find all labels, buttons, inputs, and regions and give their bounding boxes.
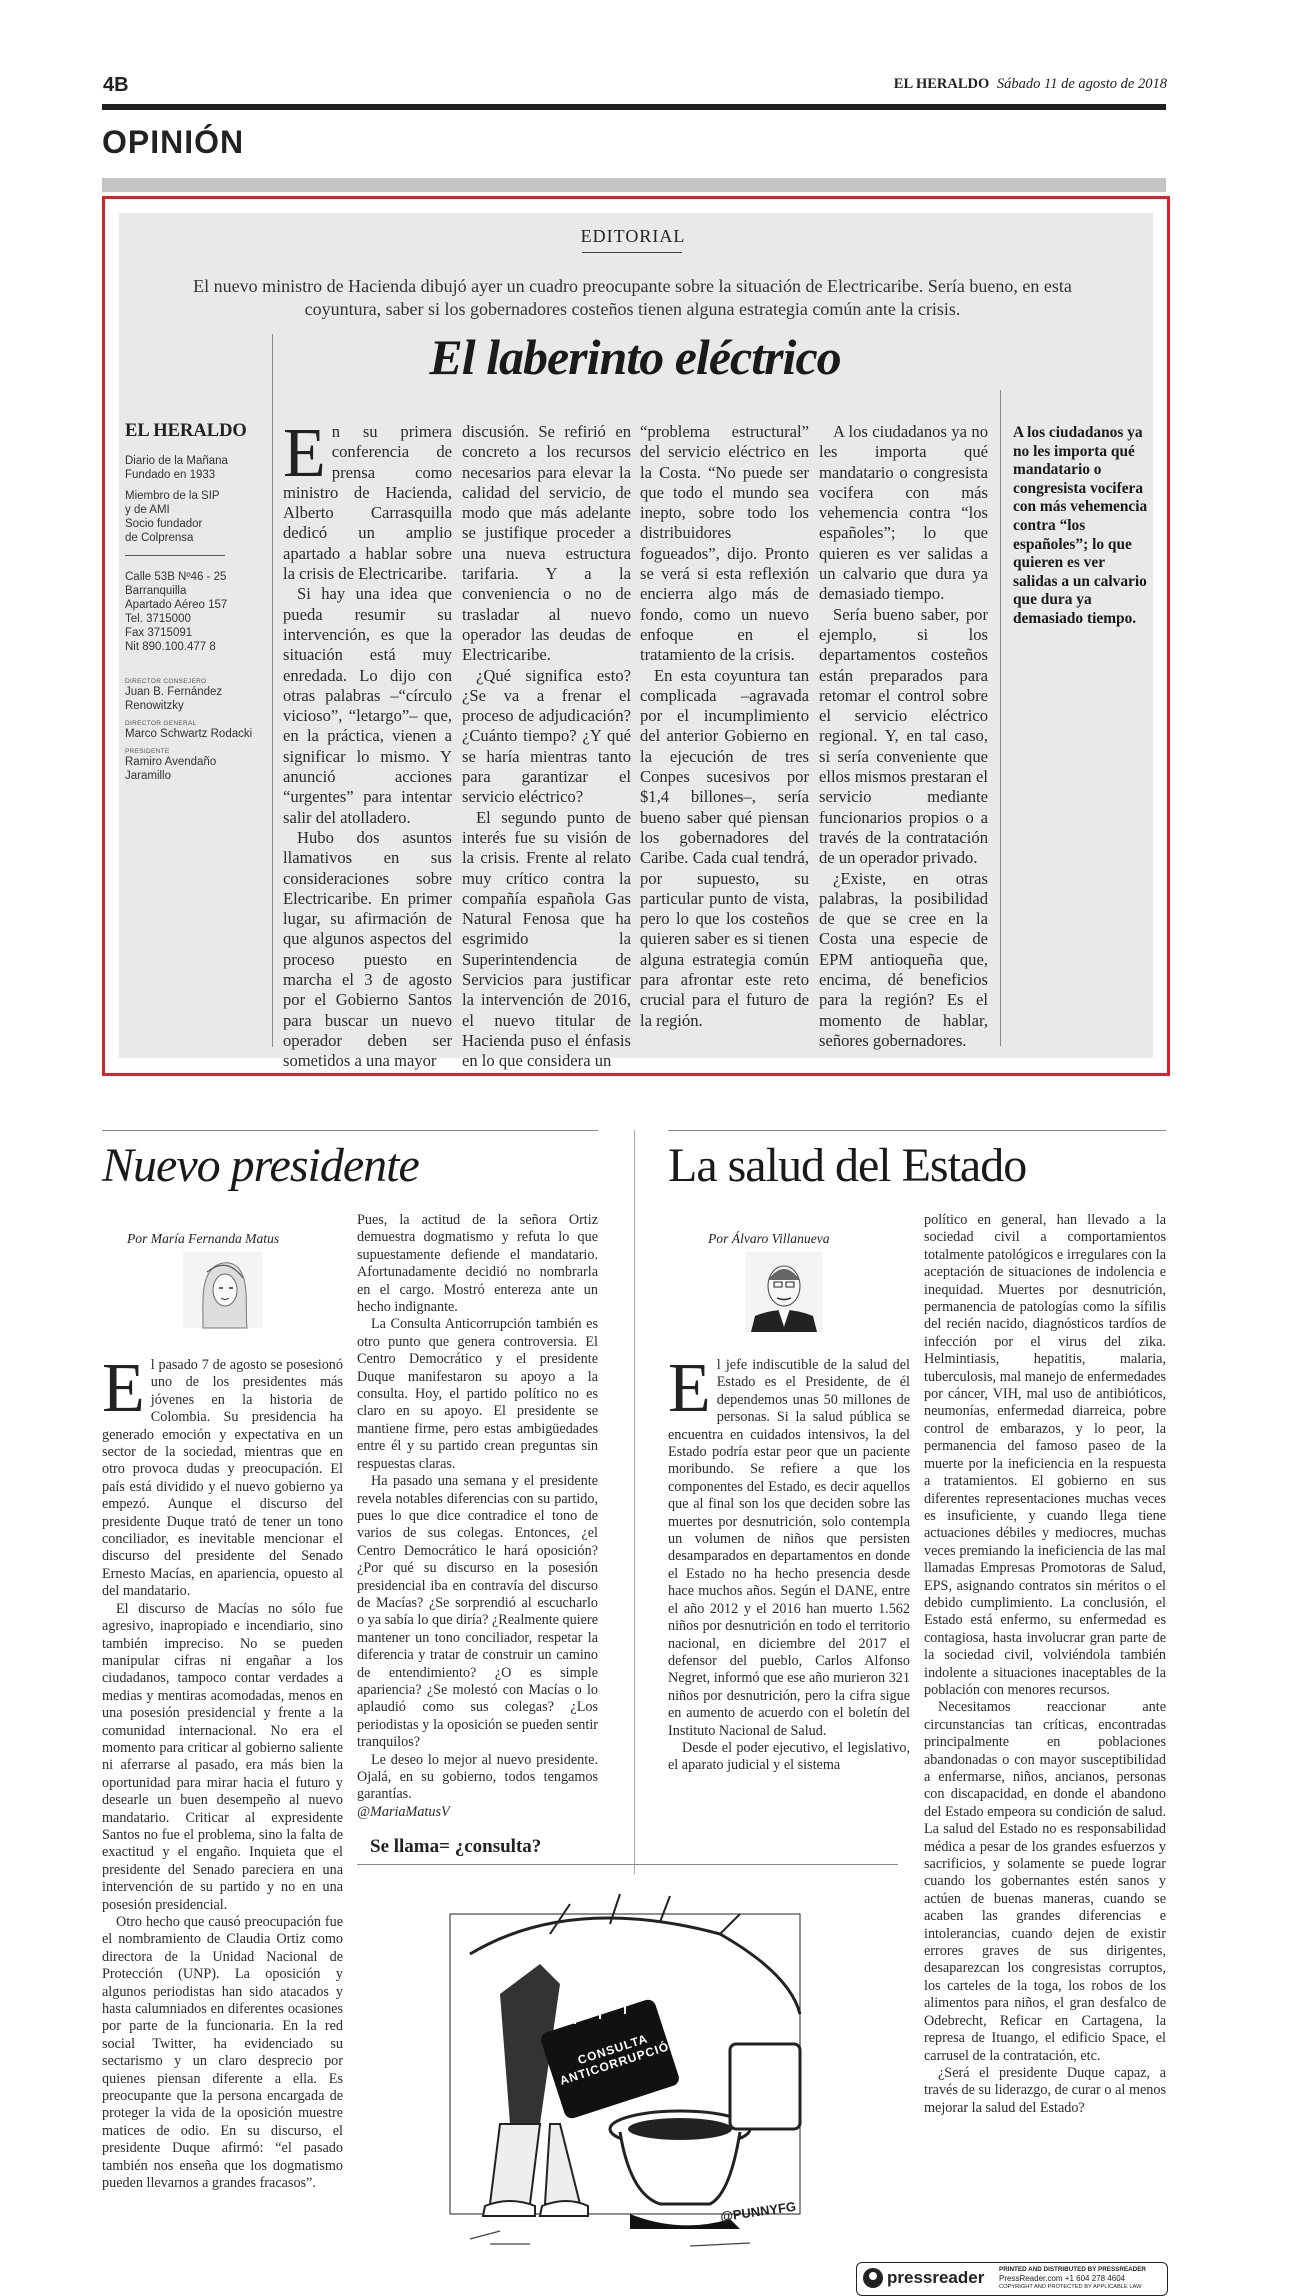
masthead-role: DIRECTOR CONSEJERO bbox=[125, 678, 207, 685]
cartoon-label: CONSULTA ANTICORRUPCIÓN bbox=[557, 2031, 681, 2088]
editorial-column-1 bbox=[283, 415, 452, 1071]
author-portrait-icon bbox=[745, 1252, 823, 1332]
editorial-column-2 bbox=[462, 422, 631, 1071]
editorial-paragraph: discusión. Se refirió en concreto a los recursos necesarios para elevar la calidad del servicio, de modo que más adelante se justifique proceder a una nueva estructura tarifaria. Y a la conveniencia o no de trasladar al nuevo operador las deudas de Electricaribe. bbox=[462, 422, 631, 665]
left-paragraph: Otro hecho que causó preocupación fue el nombramiento de Claudia Ortiz como directora de la Unidad Nacional de Protección (UNP). La oposición y algunos periodistas han sido atacados y hasta calumniados en diferentes ocasiones por parte de la funcionaria. En la red social Twitter, ha evidenciado su sectarismo y un claro desprecio por quienes piensan diferente a ella. Es preocupante que la persona encargada de proteger la vida de la oposición muestre matices de odio. En su discurso, el presidente Duque afirmó: “el pasado también nos enseña que los dogmatismo pueden llevarnos a grandes fracasos”. bbox=[102, 1914, 343, 2192]
cartoon bbox=[430, 1874, 830, 2274]
right-opinion-column-1 bbox=[668, 1350, 910, 1847]
left-column-top-rule bbox=[102, 1130, 598, 1131]
pressreader-line-2: PressReader.com +1 604 278 4604 bbox=[999, 2274, 1126, 2283]
masthead-line: Tel. 3715000 bbox=[125, 613, 191, 625]
masthead-line: Miembro de la SIP bbox=[125, 490, 220, 502]
right-paragraph: ¿Será el presidente Duque capaz, a través de su liderazgo, de curar o al menos mejorar la salud del Estado? bbox=[924, 2064, 1166, 2116]
masthead-line: Barranquilla bbox=[125, 585, 187, 597]
issue-date: Sábado 11 de agosto de 2018 bbox=[996, 76, 1167, 92]
editorial-paragraph: ¿Qué significa esto? ¿Se va a frenar el proceso de adjudicación? ¿Cuánto tiempo? ¿Y qué se haría mientras tanto para garantizar el servicio eléctrico? bbox=[462, 665, 631, 807]
masthead-line: Fax 3715091 bbox=[125, 627, 193, 639]
section-gray-bar bbox=[102, 178, 1166, 192]
editorial-title: El laberinto eléctrico bbox=[429, 329, 841, 385]
left-paragraph: Pues, la actitud de la señora Ortiz demuestra dogmatismo y refuta lo que supuestamente defiende el mandatario. Afortunadamente decidió no nombrarla en el cargo. Mostró entereza ante un hecho indignante. bbox=[357, 1212, 598, 1316]
left-opinion-title: Nuevo presidente bbox=[102, 1139, 419, 1192]
editorial-paragraph: Si hay una idea que pueda resumir su intervención, es que la situación está muy enredada. Lo dijo con otras palabras –“círculo vicioso”, “letargo”– que, en la práctica, vienen a significar lo mismo. Y anunció acciones “urgentes” para intentar salir del atolladero. bbox=[283, 584, 452, 827]
editorial-deck: El nuevo ministro de Hacienda dibujó ayer un cuadro preocupante sobre la situación de Electricaribe. Sería bueno, en esta coyuntura, saber si los gobernadores costeños tienen alguna estrategia común ante la crisis. bbox=[193, 276, 1072, 319]
cartoon-title: Se llama= ¿consulta? bbox=[370, 1836, 542, 1857]
masthead-role: DIRECTOR GENERAL bbox=[125, 720, 197, 727]
editorial-vertical-rule bbox=[272, 334, 273, 1047]
masthead-line: Diario de la Mañana bbox=[125, 455, 228, 467]
newspaper-date-line bbox=[894, 76, 1167, 93]
masthead-line: Apartado Aéreo 157 bbox=[125, 599, 228, 611]
masthead-line: y de AMI bbox=[125, 504, 170, 516]
editorial-kicker: EDITORIAL bbox=[580, 226, 686, 246]
page-number: 4B bbox=[103, 74, 129, 96]
right-column-top-rule bbox=[668, 1130, 1166, 1131]
left-paragraph: l pasado 7 de agosto se posesionó uno de los presidentes más jóvenes en la historia de Colombia. Su presidencia ha generado emoción y expectativa en un sector de la sociedad, mientras que en otro provoca dudas y preocupación. El país está dividido y el nuevo gobierno ya empezó. Aunque el discurso del presidente Duque trató de tener un tono conciliador, es inevitable mencionar el discurso del presidente del Senado Ernesto Macías, en apariencia, opuesto al del mandatario. bbox=[102, 1357, 343, 1600]
left-opinion-column-1 bbox=[102, 1350, 343, 2192]
author-portrait-icon bbox=[183, 1252, 263, 1328]
editorial-paragraph: En esta coyuntura tan complicada –agravada por el incumplimiento del anterior Gobierno en la ejecución de tres Conpes sucesivos por $1,4 billones–, sería bueno saber qué piensan los gobernadores del Caribe. Cada cual tendrá, por supuesto, su particular punto de vista, pero lo que los costeños quieren saber es si tienen alguna estrategia común para afrontar este reto crucial para el futuro de la región. bbox=[640, 665, 809, 1030]
left-paragraph: La Consulta Anticorrupción también es otro punto que genera controversia. El Centro Democrático y el presidente Duque manifestaron su apoyo a la consulta. Hoy, el partido político no es claro en su apoyo. El presidente se mantiene firme, pero estas ambigüedades entre él y su partido crean preguntas sin respuestas claras. bbox=[357, 1316, 598, 1472]
right-paragraph: Desde el poder ejecutivo, el legislativo, el aparato judicial y el sistema bbox=[668, 1739, 910, 1774]
newspaper-name: EL HERALDO bbox=[893, 76, 990, 92]
editorial-pullquote: A los ciudadanos ya no les importa qué mandatario o congresista vocifera con más vehemencia contra “los españoles”; lo que quieren es ver salidas a un calvario que dura ya demasiado tiempo. bbox=[1013, 424, 1148, 627]
masthead-line: Socio fundador bbox=[125, 518, 203, 530]
masthead-person: Renowitzky bbox=[125, 700, 184, 712]
kicker-underline bbox=[582, 252, 682, 253]
left-paragraph: Le deseo lo mejor al nuevo presidente. Ojalá, en su gobierno, todos tengamos garantías. bbox=[357, 1751, 598, 1803]
header-rule bbox=[102, 104, 1166, 110]
masthead-name: EL HERALDO bbox=[125, 421, 247, 441]
left-byline: Por María Fernanda Matus bbox=[127, 1231, 280, 1246]
masthead-divider bbox=[125, 555, 225, 556]
editorial-column-3 bbox=[640, 422, 809, 1050]
masthead-person: Juan B. Fernández bbox=[125, 686, 223, 698]
masthead-line: Nit 890.100.477 8 bbox=[125, 641, 216, 653]
editorial-paragraph: El segundo punto de interés fue su visión de la crisis. Frente al relato muy crítico contra la compañía española Gas Natural Fenosa que ha esgrimido la Superintendencia de Servicios para justificar la intervención de 2016, el nuevo titular de Hacienda puso el énfasis en lo que considera un bbox=[462, 807, 631, 1071]
editorial-column-4 bbox=[819, 422, 988, 1050]
left-signature: @MariaMatusV bbox=[357, 1803, 450, 1820]
right-paragraph: político en general, han llevado a la sociedad civil a comportamientos totalmente patológicos e irregulares con la aceptación de situaciones de indolencia e inequidad. Muertes por desnutrición, permanencia de patologías como la sífilis del recién nacido, diagnósticos tardíos de infección por el virus del zika. Helmintiasis, hepatitis, malaria, tuberculosis, mal manejo de enfermedades por cáncer, VIH, mal uso de antibióticos, neumonías, enfermedad diarreica, pobre control de embarazos, y lo peor, la permanencia del famoso paseo de la muerte por la ineficiencia en la respuesta a tratamientos. El gobierno en sus diferentes representaciones muchas veces es insuficiente, y cuando llega tiene actuaciones débiles y mediocres, muchas veces premiando la ineficiencia de las mal llamadas Empresas Promotoras de Salud, EPS, asignando contratos sin méritos o el debido cumplimiento. La conclusión, el Estado está enfermo, su enfermedad es contagiosa, hasta involucrar gran parte de la sociedad civil, volviéndola también indolente a situaciones inaceptables de la población con menores recursos. bbox=[924, 1212, 1166, 1698]
cartoon-signature: @PUNNYFG bbox=[719, 2198, 797, 2225]
editorial-dropcap: E bbox=[283, 415, 326, 492]
right-paragraph: l jefe indiscutible de la salud del Estado es el Presidente, de él dependemos unas 50 millones de personas. Si la salud pública se encuentra en cuidados intensivos, la del Estado podría estar peor que un paciente moribundo. Se refiere a que los componentes del Estado, es decir aquellos que al final son los que deciden sobre las muertes por desnutrición, solo contempla un volumen de niños que persisten desamparados en departamentos en donde el Estado no ha hecho presencia desde hace muchos años. Según el DANE, entre el año 2012 y el 2016 han muerto 1.562 niños por desnutrición en todo el territorio nacional, en diciembre del 2017 el defensor del pueblo, Carlos Alfonso Negret, informó que ese año murieron 321 niños por desnutrición, pero la cifra sigue en aumento de acuerdo con el boletín del Instituto Nacional de Salud. bbox=[668, 1357, 910, 1739]
masthead-line: de Colprensa bbox=[125, 532, 194, 544]
editorial-paragraph: “problema estructural” del servicio eléctrico en la Costa. “No puede ser que todo el mundo sea inepto, sobre todo los distribuidores fogueados”, dijo. Pronto se verá si esta reflexión encierra algo más de fondo, como un nuevo enfoque en el tratamiento de la crisis. bbox=[640, 422, 809, 665]
pressreader-line-3: COPYRIGHT AND PROTECTED BY APPLICABLE LAW bbox=[999, 2284, 1142, 2290]
right-dropcap: E bbox=[668, 1350, 711, 1427]
editorial-paragraph: Hubo dos asuntos llamativos en sus consideraciones sobre Electricaribe. En primer lugar, su afirmación de que algunos aspectos del proceso puesto en marcha el 3 de agosto por el Gobierno Santos para buscar un nuevo operador deben ser sometidos a una mayor bbox=[283, 827, 452, 1071]
editorial-paragraph: ¿Existe, en otras palabras, la posibilidad de que se cree en la Costa una especie de EPM antioqueña que, encima, dé beneficios para la región? Es el momento de hablar, señores gobernadores. bbox=[819, 868, 988, 1050]
pressreader-line-1: PRINTED AND DISTRIBUTED BY PRESSREADER bbox=[999, 2266, 1146, 2273]
left-dropcap: E bbox=[102, 1350, 145, 1427]
left-paragraph: El discurso de Macías no sólo fue agresivo, inapropiado e incendiario, sino también impreciso. No se pueden manipular cifras ni engañar a los ciudadanos, tampoco contar verdades a medias y mentiras acomodadas, menos en una posesión presidencial y frente a la comunidad internacional. No era el momento para criticar al gobierno saliente ni aferrarse al pasado, era más bien la oportunidad para mirar hacia el futuro y desearle un buen desempeño al nuevo mandatario. Criticar al expresidente Santos no fue el problema, sino la falta de exactitud y el engaño. Inquieta que el presidente del Senado pareciera en una intervención de su partido y no en una posesión presidencial. bbox=[102, 1600, 343, 1913]
right-paragraph: Necesitamos reaccionar ante circunstancias tan críticas, encontradas principalmente en poblaciones abandonadas o con mayor susceptibilidad a enfermarse, niños, ancianos, personas con discapacidad, en donde el abandono del Estado empeora su condición de salud. La salud del Estado no es responsabilidad médica a pesar de los grandes esfuerzos y sacrificios, y solamente se puede lograr cuando los gobernantes estén sanos y actúen de buenas maneras, cuando se acaben las grandes diferencias e intolerancias, cuando dejen de existir errores graves de sus dirigentes, desaparezcan los congresistas corruptos, los carteles de la toga, los robos de los alimentos para niños, el gran desfalco de Odebrecht, Reficar en Cartagena, la represa de Ituango, el edificio Space, el carrusel de la contratación, etc. bbox=[924, 1699, 1166, 2064]
right-opinion-column-2 bbox=[924, 1212, 1166, 2257]
masthead-person: Ramiro Avendaño bbox=[125, 756, 217, 768]
cartoon-title-rule bbox=[357, 1864, 898, 1865]
masthead-role: PRESIDENTE bbox=[125, 748, 170, 755]
editorial-paragraph: A los ciudadanos ya no les importa qué mandatario o congresista vocifera con más vehemencia contra “los españoles”; lo que quieren es ver salidas a un calvario que dura ya demasiado tiempo. bbox=[819, 422, 988, 604]
masthead-person: Marco Schwartz Rodacki bbox=[125, 728, 253, 740]
right-byline: Por Álvaro Villanueva bbox=[708, 1231, 830, 1246]
left-opinion-column-2 bbox=[357, 1212, 598, 1820]
editorial-paragraph: n su primera conferencia de prensa como ministro de Hacienda, Alberto Carrasquilla dedicó un amplio apartado a hablar sobre la crisis de Electricaribe. bbox=[283, 422, 452, 584]
masthead-line: Fundado en 1933 bbox=[125, 469, 216, 481]
author-photo bbox=[183, 1252, 263, 1328]
pressreader-badge bbox=[856, 2262, 1168, 2296]
pullquote-rule bbox=[1000, 390, 1001, 1046]
pressreader-logo-icon bbox=[863, 2268, 883, 2288]
right-opinion-title: La salud del Estado bbox=[668, 1139, 1027, 1192]
left-paragraph: Ha pasado una semana y el presidente revela notables diferencias con su partido, pues lo que dice contradice el tono de varios de sus colegas. Entonces, ¿el Centro Democrático le hará oposición? ¿Por qué su discurso en la posesión presidencial iba en contravía del discurso de Macías? ¿Se sorprendió al escucharlo o ya sabía lo que diría? ¿Realmente quiere mantener un tono conciliador, respetar la diferencia y tratar de construir un camino de entendimiento? ¿O es simple apariencia? ¿Se molestó con Macías o lo aplaudió como sus colegas? ¿Los periodistas y la oposición se pueden sentir tranquilos? bbox=[357, 1473, 598, 1751]
pressreader-brand: pressreader bbox=[887, 2268, 985, 2287]
section-title: OPINIÓN bbox=[102, 124, 245, 160]
masthead bbox=[125, 421, 260, 783]
editorial-paragraph: Sería bueno saber, por ejemplo, si los departamentos costeños están preparados para retomar el control sobre el servicio eléctrico regional. Y, en tal caso, si sería conveniente que ellos mismos prestaran el servicio mediante funcionarios propios o a través de la contratación de un operador privado. bbox=[819, 604, 988, 868]
masthead-line: Calle 53B Nº46 - 25 bbox=[125, 571, 227, 583]
author-photo bbox=[745, 1252, 823, 1332]
masthead-person: Jaramillo bbox=[125, 770, 172, 782]
